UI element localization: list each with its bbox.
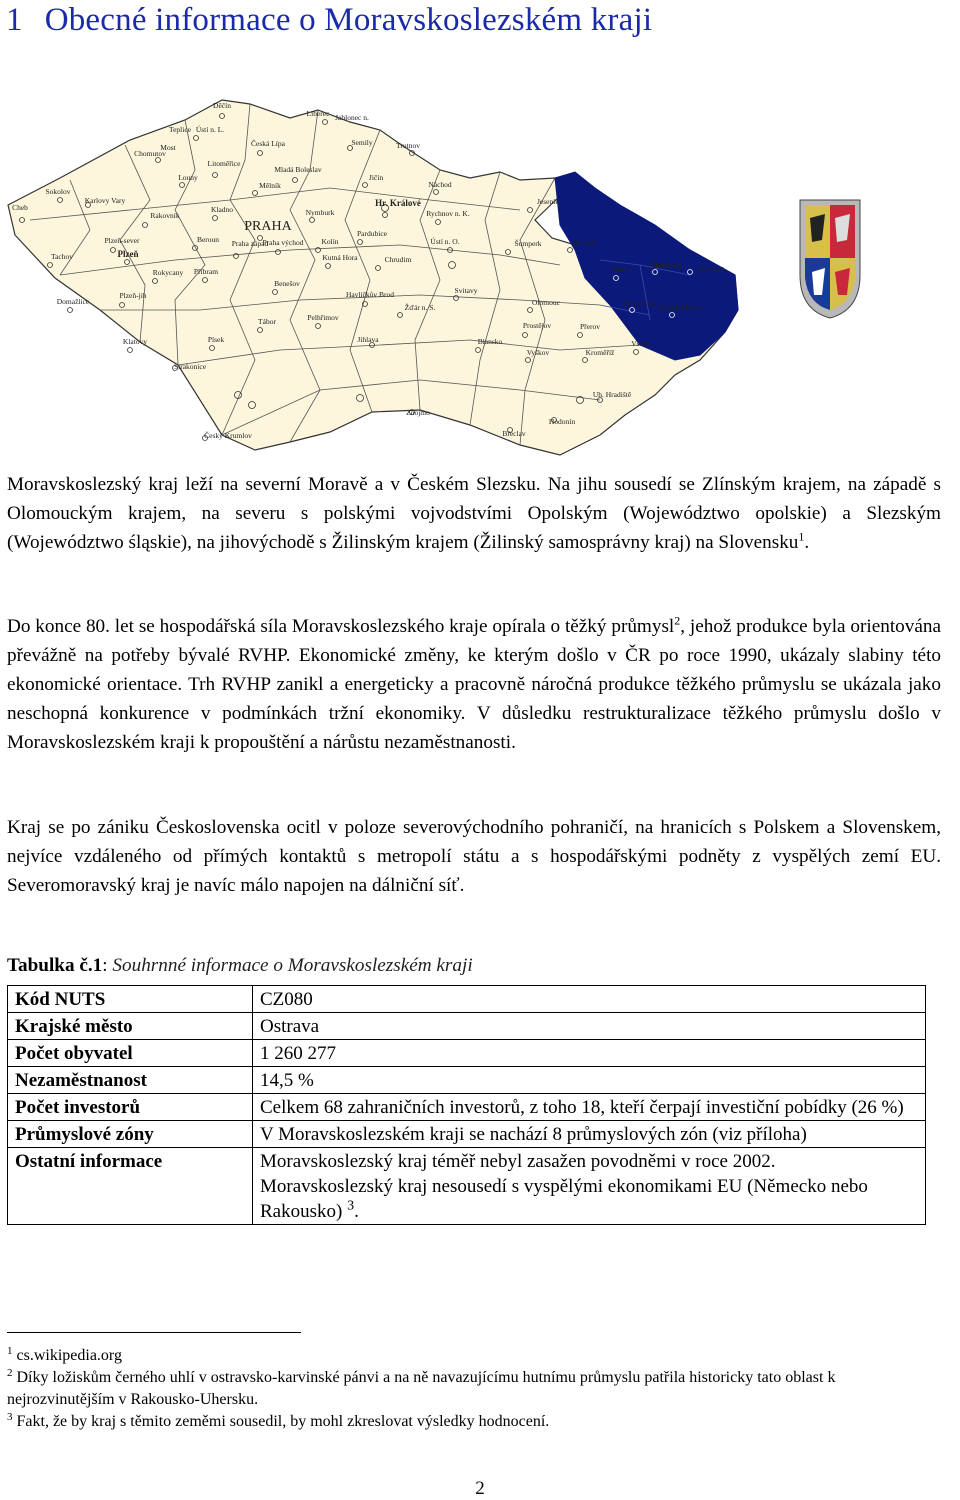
town-label: Tábor [258, 317, 276, 326]
town-label: Tachov [51, 252, 73, 261]
town-label: Hodonín [548, 417, 576, 426]
table-row: Průmyslové zóny V Moravskoslezském kraji se nachází 8 průmyslových zón (viz příloha) [8, 1121, 926, 1148]
town-label: Ostrava [650, 260, 682, 270]
town-label: Plzeň-sever [104, 236, 140, 245]
footnotes [7, 1345, 907, 1433]
town-label: Ústí n. O. [430, 237, 460, 246]
town-label: Mělník [259, 181, 281, 190]
town-label: Vyškov [526, 348, 550, 357]
town-label: Kolín [321, 237, 339, 246]
town-label: Semily [351, 138, 373, 147]
table-caption: Tabulka č.1: Souhrnné informace o Moravskoslezském kraji [7, 955, 473, 976]
table-row: Počet obyvatel 1 260 277 [8, 1040, 926, 1067]
table-row: Počet investorů Celkem 68 zahraničních investorů, z toho 18, kteří čerpají investiční pobídky (26 %) [8, 1094, 926, 1121]
table-row: Ostatní informace Moravskoslezský kraj téměř nebyl zasažen povodněmi v roce 2002. Moravskoslezský kraj nesousedí s vyspělými ekonomikami EU (Německo nebo Rakousko) $^3$. [8, 1148, 926, 1225]
table-row: Krajské město Ostrava [8, 1013, 926, 1040]
town-label: Praha západ [231, 239, 269, 248]
paragraph-intro: Moravskoslezský kraj leží na severní Moravě a v Českém Slezsku. Na jihu sousedí se Zlínským krajem, na západě s Olomouckým krajem, na severu s polskými vojvodstvími Opolským (Województwo opolskie) a Slezským (Województwo śląskie), na jihovýchodě s Žilinským krajem (Žilinský samosprávny kraj) na Slovensku$^1$. [7, 474, 941, 553]
footnote: $^1$ cs.wikipedia.org [7, 1344, 122, 1364]
town-label: Šumperk [514, 239, 542, 248]
town-label: Praha východ [262, 238, 304, 247]
town-label: Strakonice [173, 362, 207, 371]
town-label: Kutná Hora [322, 253, 358, 262]
town-label: Rokycany [152, 268, 184, 277]
town-label: Domažlice [56, 297, 90, 306]
table-row: Kód NUTS CZ080 [8, 986, 926, 1013]
town-label: Uh. Hradiště [592, 390, 632, 399]
section-title: Obecné informace o Moravskoslezském kraji [44, 2, 653, 38]
town-label: Svitavy [454, 286, 478, 295]
town-label: Nymburk [305, 208, 335, 217]
town-label: Olomouc [532, 298, 560, 307]
town-label: Děčín [213, 101, 231, 110]
town-label: Havlíčkův Brod [345, 290, 395, 299]
town-label: Prostějov [522, 321, 552, 330]
town-label: Plzeň-jih [119, 291, 147, 300]
town-label: Jičín [368, 173, 384, 182]
town-label: Břeclav [502, 429, 526, 438]
town-label: Kroměříž [585, 348, 615, 357]
table-row: Nezaměstnanost 14,5 % [8, 1067, 926, 1094]
town-label: Znojmo [406, 408, 430, 417]
paragraph-economy: Do konce 80. let se hospodářská síla Moravskoslezského kraje opírala o těžký průmysl$^2$, jehož produkce byla orientována převážně na potřeby bývalé RVHP. Ekonomické změny, ke kterým došlo v ČR po roce 1990, ukázaly slabiny této ekonomické orientace. Trh RVHP zanikl a energeticky a pracovně náročná produkce těžkého průmyslu se ukázala jako neschopná konkurence v podmínkách tržní ekonomiky. V důsledku restrukturalizace těžkého průmyslu došlo v Moravskoslezském kraji k propouštění a nárůstu nezaměstnanosti. [7, 613, 941, 753]
town-label: Přerov [580, 322, 600, 331]
town-label: Most [160, 143, 176, 152]
town-label: Nový Jičín [623, 299, 657, 308]
summary-table [7, 985, 926, 1225]
footnote-divider [7, 1332, 301, 1333]
town-label: Hr. Králové [375, 198, 421, 208]
town-label: Trutnov [396, 141, 420, 150]
town-label: Český Krumlov [204, 431, 252, 440]
town-label: Karlovy Vary [84, 196, 126, 205]
town-label: Písek [207, 335, 225, 344]
section-heading [6, 2, 652, 39]
town-label: Beroun [196, 235, 220, 244]
town-label: Jeseník [536, 197, 560, 206]
coat-of-arms-icon [800, 200, 860, 318]
czech-regions-map [0, 60, 960, 470]
footnote: $^2$ Díky ložiskům černého uhlí v ostravsko-karvinské pánvi a na ně navazujícímu hutnímu průmyslu patřila historicky tato oblast k nejrozvinutějším v Rakousko-Uhersku. [7, 1366, 836, 1408]
town-label: Benešov [274, 279, 300, 288]
town-label: Louny [178, 173, 198, 182]
footnote-ref-1: 1 [798, 529, 805, 544]
town-label: Litoměřice [207, 159, 241, 168]
town-label: Ústí n. L. [195, 125, 225, 134]
paragraph-location: Kraj se po zániku Československa ocitl v poloze severovýchodního pohraničí, na hranicích s Polskem a Slovenskem, nejvíce vzdáleného od přímých kontaktů s metropolí státu a s hospodářskými podněty z vyspělých zemí EU. Severomoravský kraj je navíc málo napojen na dálniční síť. [7, 817, 941, 896]
town-label: Pardubice [357, 229, 387, 238]
town-label: Sokolov [45, 187, 71, 196]
footnote-ref-3: 3 [347, 1198, 355, 1214]
town-label: Cheb [12, 203, 28, 212]
table-title: Souhrnné informace o Moravskoslezském kraji [112, 955, 473, 976]
town-label: Jablonec n. [335, 113, 369, 122]
town-label: Chomutov [134, 149, 166, 158]
town-label: Jihlava [357, 335, 379, 344]
section-number: 1 [6, 2, 23, 38]
page-number: 2 [475, 1478, 485, 1499]
town-label: Klatovy [122, 337, 148, 346]
town-label: Plzeň [117, 249, 139, 259]
town-label: Karviná [699, 265, 725, 274]
town-label: Mladá Boleslav [274, 165, 322, 174]
town-label: Česká Lípa [251, 139, 285, 148]
town-label: Žďár n. S. [404, 303, 436, 312]
town-label: Pelhřimov [307, 313, 339, 322]
town-label: Frýdek Místek [658, 303, 702, 312]
town-label: Bruntál [572, 238, 596, 247]
town-label: Blansko [477, 337, 503, 346]
town-label: Chrudim [384, 255, 412, 264]
town-label: Liberec [306, 109, 330, 118]
town-label: Náchod [428, 180, 452, 189]
town-label: PRAHA [244, 219, 292, 234]
footnote: $^3$ Fakt, že by kraj s těmito zeměmi sousedil, by mohl zkreslovat výsledky hodnocení. [7, 1410, 550, 1430]
town-label: Rychnov n. K. [426, 209, 470, 218]
town-label: Kladno [210, 205, 234, 214]
town-label: Opava [612, 265, 632, 274]
town-label: Příbram [193, 267, 219, 276]
town-label: Teplice [169, 125, 191, 134]
town-label: Rakovník [150, 211, 180, 220]
town-label: Vsetín [631, 339, 651, 348]
footnote-ref-2: 2 [674, 613, 681, 628]
